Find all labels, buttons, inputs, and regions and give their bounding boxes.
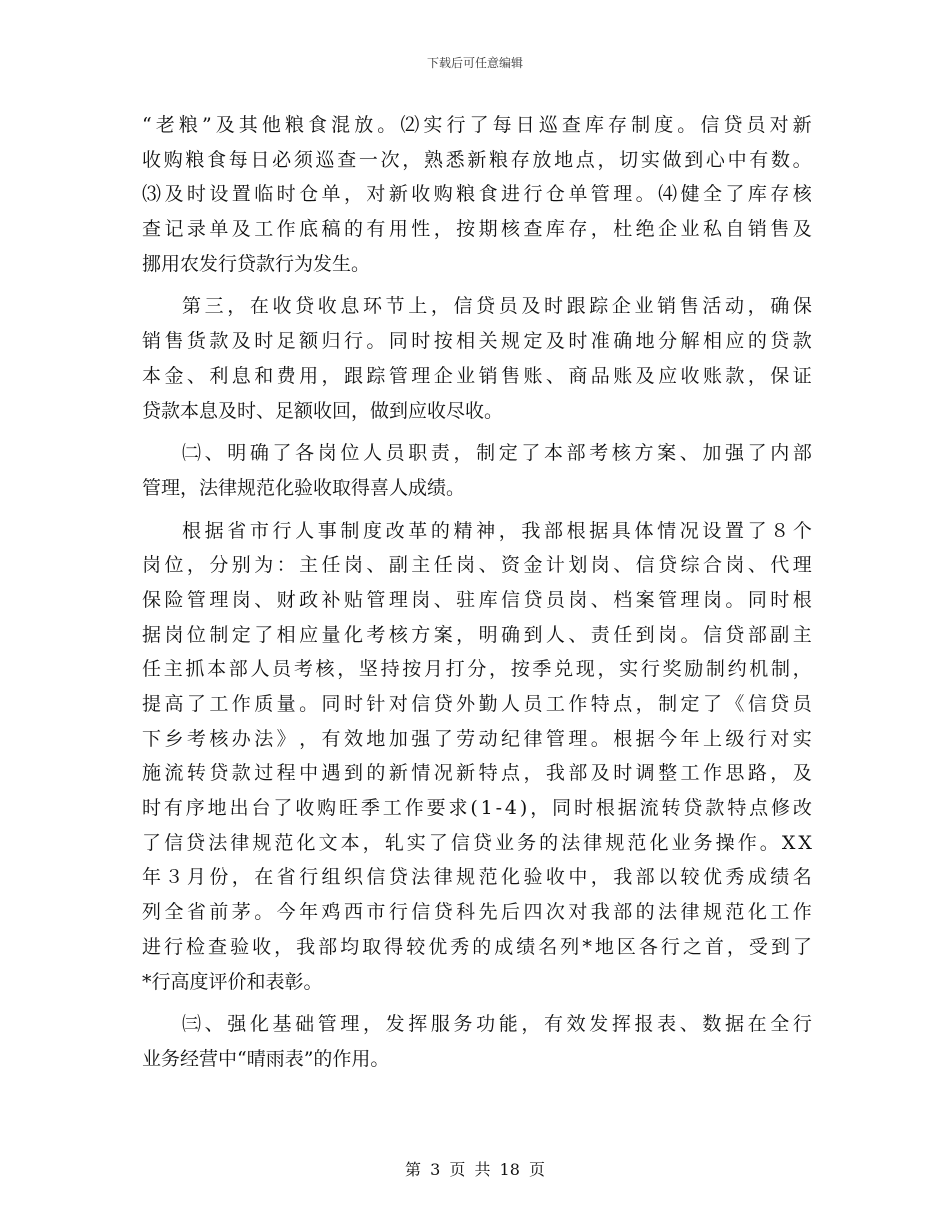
text-line: 根 据 省 市 行 人 事 制 度 改 革 的 精 神 ， 我 部 根 据 具 体 情 况 设 置 了 ８ 个 bbox=[182, 519, 812, 542]
text-line: *行高度评价和表彰。 bbox=[142, 970, 323, 993]
text-line: 销 售 货 款 及 时 足 额 归 行 。 同 时 按 相 关 规 定 及 时 准 确 地 分 解 相 应 的 贷 款 bbox=[142, 330, 812, 353]
document-body bbox=[142, 108, 812, 1077]
text-line: 下 乡 考 核 办 法 》 ， 有 效 地 加 强 了 劳 动 纪 律 管 理 。 根 据 今 年 上 级 行 对 实 bbox=[142, 727, 812, 750]
text-line: 时 有 序 地 出 台 了 收 购 旺 季 工 作 要 求 ( 1 - 4 ) ， 同 时 根 据 流 转 贷 款 特 点 修 改 bbox=[142, 797, 812, 820]
page-footer: 第 3 页 共 18 页 bbox=[405, 1160, 545, 1179]
text-line: 了 信 贷 法 律 规 范 化 文 本 ， 轧 实 了 信 贷 业 务 的 法 律 规 范 化 业 务 操 作 。 X X bbox=[142, 831, 812, 854]
page-header: 下载后可任意编辑 bbox=[426, 56, 523, 70]
text-line: 保 险 管 理 岗 、 财 政 补 贴 管 理 岗 、 驻 库 信 贷 员 岗 、 档 案 管 理 岗 。 同 时 根 bbox=[142, 588, 812, 611]
text-line: 进 行 检 查 验 收 ， 我 部 均 取 得 较 优 秀 的 成 绩 名 列 * 地 区 各 行 之 首 ， 受 到 了 bbox=[142, 935, 812, 958]
text-line: ⑶ 及 时 设 置 临 时 仓 单 ， 对 新 收 购 粮 食 进 行 仓 单 管 理 。 ⑷ 健 全 了 库 存 核 bbox=[142, 183, 812, 206]
text-line: 第 三 ， 在 收 贷 收 息 环 节 上 ， 信 贷 员 及 时 跟 踪 企 业 销 售 活 动 ， 确 保 bbox=[182, 295, 812, 318]
text-line: “ 老 粮 ” 及 其 他 粮 食 混 放 。 ⑵ 实 行 了 每 日 巡 查 库 存 制 度 。 信 贷 员 对 新 bbox=[142, 114, 812, 136]
text-line: 管理，法律规范化验收取得喜人成绩。 bbox=[142, 476, 466, 499]
text-line: 本 金 、 利 息 和 费 用 ， 跟 踪 管 理 企 业 销 售 账 、 商 品 账 及 应 收 账 款 ， 保 证 bbox=[142, 364, 812, 387]
text-line: 查 记 录 单 及 工 作 底 稿 的 有 用 性 ， 按 期 核 查 库 存 ， 杜 绝 企 业 私 自 销 售 及 bbox=[142, 218, 812, 241]
text-line: 岗 位 ， 分 别 为 ： 主 任 岗 、 副 主 任 岗 、 资 金 计 划 岗 、 信 贷 综 合 岗 、 代 理 bbox=[142, 554, 812, 577]
text-line: 任 主 抓 本 部 人 员 考 核 ， 坚 持 按 月 打 分 ， 按 季 兑 现 ， 实 行 奖 励 制 约 机 制 ， bbox=[142, 658, 812, 681]
text-line: ㈢ 、 强 化 基 础 管 理 ， 发 挥 服 务 功 能 ， 有 效 发 挥 报 表 、 数 据 在 全 行 bbox=[182, 1013, 812, 1036]
text-line: 提 高 了 工 作 质 量 。 同 时 针 对 信 贷 外 勤 人 员 工 作 特 点 ， 制 定 了 《 信 贷 员 bbox=[142, 693, 812, 715]
text-line: 年 ３ 月 份 ， 在 省 行 组 织 信 贷 法 律 规 范 化 验 收 中 ， 我 部 以 较 优 秀 成 绩 名 bbox=[142, 866, 812, 889]
text-line: 列 全 省 前 茅 。 今 年 鸡 西 市 行 信 贷 科 先 后 四 次 对 我 部 的 法 律 规 范 化 工 作 bbox=[142, 901, 812, 924]
text-line: ㈡ 、 明 确 了 各 岗 位 人 员 职 责 ， 制 定 了 本 部 考 核 方 案 、 加 强 了 内 部 bbox=[182, 442, 812, 465]
text-line: 贷款本息及时、足额收回，做到应收尽收。 bbox=[142, 399, 504, 422]
text-line: 施 流 转 贷 款 过 程 中 遇 到 的 新 情 况 新 特 点 ， 我 部 及 时 调 整 工 作 思 路 ， 及 bbox=[142, 762, 812, 785]
text-line: 收 购 粮 食 每 日 必 须 巡 查 一 次 ， 熟 悉 新 粮 存 放 地 点 ， 切 实 做 到 心 中 有 数 。 bbox=[142, 148, 812, 171]
text-line: 据 岗 位 制 定 了 相 应 量 化 考 核 方 案 ， 明 确 到 人 、 责 任 到 岗 。 信 贷 部 副 主 bbox=[142, 623, 812, 646]
text-line: 挪用农发行贷款行为发生。 bbox=[142, 252, 371, 275]
text-line: 业务经营中“晴雨表”的作用。 bbox=[142, 1047, 390, 1070]
